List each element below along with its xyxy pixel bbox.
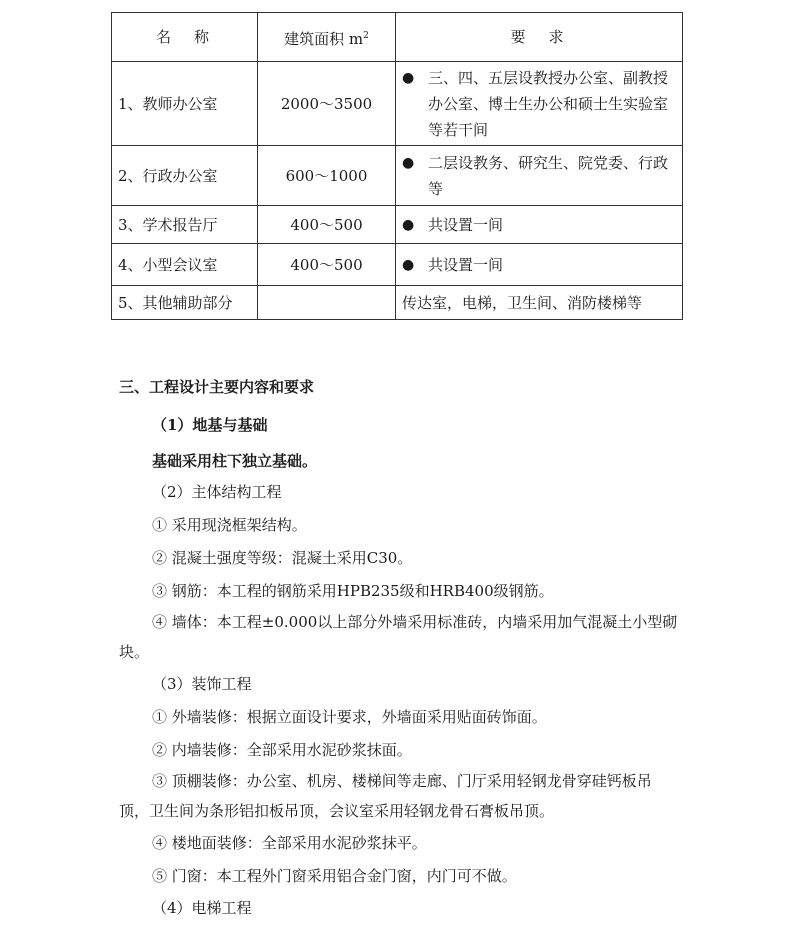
- requirement-text: 共设置一间: [428, 215, 504, 234]
- bullet-icon: ●: [402, 216, 415, 233]
- section-heading: 三、工程设计主要内容和要求: [119, 378, 315, 396]
- row-area: 2000～3500: [258, 62, 396, 146]
- list-item: ④ 楼地面装修：全部采用水泥砂浆抹平。: [152, 834, 427, 852]
- row-name: 3、学术报告厅: [112, 206, 258, 244]
- table-row: [112, 286, 683, 320]
- list-item: ③ 顶棚装修：办公室、机房、楼梯间等走廊、门厅采用轻钢龙骨穿硅钙板吊顶，卫生间为条形铝扣板吊顶，会议室采用轻钢龙骨石膏板吊顶。: [119, 772, 652, 820]
- row-area: [258, 286, 396, 320]
- list-item: ④ 墙体：本工程±0.000以上部分外墙采用标准砖，内墙采用加气混凝土小型砌块。: [119, 613, 678, 661]
- subsection-text: 基础采用柱下独立基础。: [152, 452, 318, 470]
- bullet-icon: ●: [402, 69, 415, 86]
- list-item: ② 混凝土强度等级：混凝土采用C30。: [152, 549, 413, 567]
- row-requirement: [396, 146, 683, 206]
- bullet-icon: ●: [402, 256, 415, 273]
- row-name: 5、其他辅助部分: [112, 286, 258, 320]
- subsection-title: （4）电梯工程: [152, 899, 252, 917]
- row-area: 600～1000: [258, 146, 396, 206]
- requirement-text: 共设置一间: [428, 255, 504, 274]
- subsection-title: （3）装饰工程: [152, 675, 252, 693]
- row-name: 2、行政办公室: [112, 146, 258, 206]
- header-area: [258, 13, 396, 62]
- header-area-label: 建筑面积 m: [284, 29, 364, 48]
- list-item: ⑤ 门窗：本工程外门窗采用铝合金门窗，内门可不做。: [152, 867, 517, 885]
- table-row: [112, 206, 683, 244]
- row-area: 400～500: [258, 206, 396, 244]
- table-row: [112, 62, 683, 146]
- header-name: 名 称: [112, 13, 258, 62]
- row-name: 4、小型会议室: [112, 244, 258, 286]
- row-requirement: [396, 206, 683, 244]
- row-area: 400～500: [258, 244, 396, 286]
- table-row: [112, 244, 683, 286]
- table-row: [112, 146, 683, 206]
- list-item: ① 外墙装修：根据立面设计要求，外墙面采用贴面砖饰面。: [152, 708, 547, 726]
- table-header-row: [112, 13, 683, 62]
- row-requirement: [396, 62, 683, 146]
- header-requirement: 要 求: [396, 13, 683, 62]
- row-requirement: 传达室，电梯，卫生间、消防楼梯等: [396, 286, 683, 320]
- row-name: 1、教师办公室: [112, 62, 258, 146]
- list-item: ② 内墙装修：全部采用水泥砂浆抹面。: [152, 741, 412, 759]
- building-area-table: [111, 12, 683, 320]
- subsection-title: （2）主体结构工程: [152, 483, 282, 501]
- bullet-icon: ●: [402, 154, 415, 171]
- header-area-exponent: 2: [363, 30, 369, 41]
- row-requirement: [396, 244, 683, 286]
- list-item: ① 采用现浇框架结构。: [152, 516, 307, 534]
- requirement-text: 二层设教务、研究生、院党委、行政等: [428, 153, 669, 198]
- requirement-text: 三、四、五层设教授办公室、副教授办公室、博士生办公和硕士生实验室等若干间: [428, 68, 669, 139]
- list-item: ③ 钢筋：本工程的钢筋采用HPB235级和HRB400级钢筋。: [152, 582, 554, 600]
- subsection-title: （1）地基与基础: [152, 416, 268, 434]
